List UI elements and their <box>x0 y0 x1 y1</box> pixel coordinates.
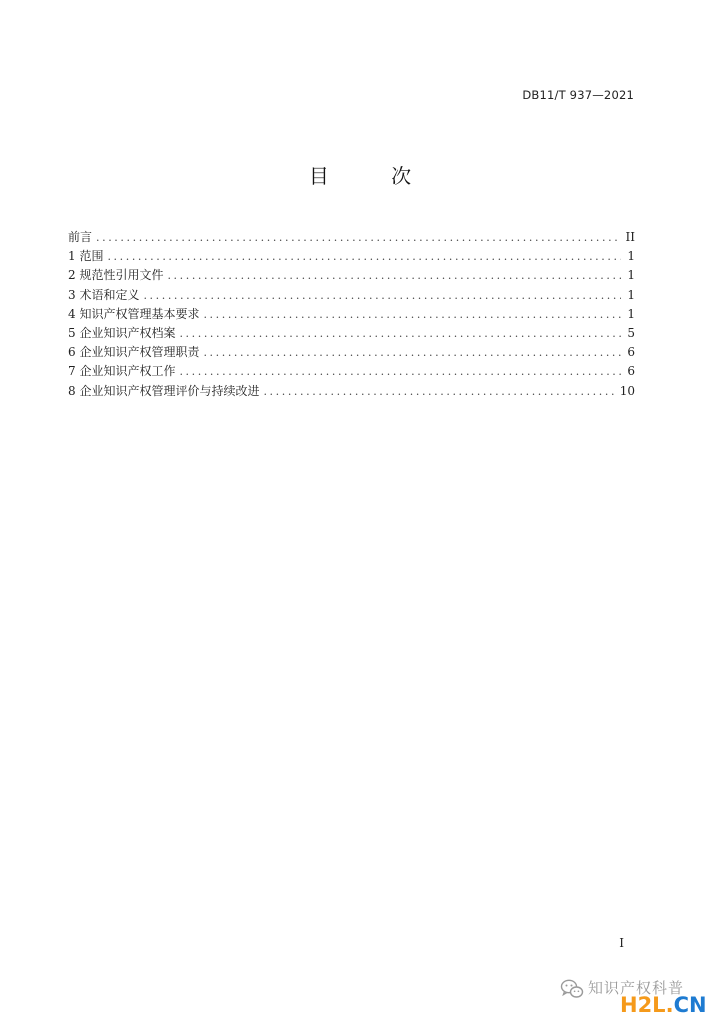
toc-leader-dots <box>96 228 621 247</box>
toc-entry-page: 6 <box>627 364 635 379</box>
logo-suffix: CN <box>673 993 707 1017</box>
toc-entry-foreword[interactable] <box>68 228 635 247</box>
toc-entry-page: 5 <box>627 325 635 340</box>
toc-entry-management-duties[interactable] <box>68 343 635 362</box>
standard-code: DB11/T 937—2021 <box>522 88 634 102</box>
toc-leader-dots <box>263 382 615 401</box>
toc-entry-scope[interactable] <box>68 247 635 266</box>
toc-entry-label: 1 范围 <box>68 249 104 264</box>
toc-entry-ip-work[interactable] <box>68 362 635 381</box>
toc-leader-dots <box>179 324 621 343</box>
toc-entry-page: II <box>625 230 635 244</box>
toc-entry-page: 10 <box>619 383 635 398</box>
table-of-contents <box>68 228 635 401</box>
toc-entry-page: 6 <box>627 345 635 360</box>
toc-leader-dots <box>167 266 621 285</box>
toc-entry-ip-archives[interactable] <box>68 324 635 343</box>
toc-entry-label: 2 规范性引用文件 <box>68 268 164 283</box>
toc-entry-page: 1 <box>627 268 635 283</box>
logo-main: H2L <box>620 993 666 1017</box>
page-number: I <box>619 936 624 950</box>
toc-entry-label: 前言 <box>68 230 93 244</box>
toc-entry-page: 1 <box>627 287 635 302</box>
toc-leader-dots <box>143 286 621 305</box>
toc-entry-basic-requirements[interactable] <box>68 305 635 324</box>
toc-entry-evaluation-improvement[interactable] <box>68 382 635 401</box>
toc-entry-label: 6 企业知识产权管理职责 <box>68 345 200 360</box>
watermark <box>556 972 720 1019</box>
toc-leader-dots <box>203 343 621 362</box>
toc-leader-dots <box>203 305 621 324</box>
toc-title: 目 次 <box>308 164 440 188</box>
toc-entry-normative-references[interactable] <box>68 266 635 285</box>
wechat-icon <box>560 978 584 1000</box>
toc-leader-dots <box>107 247 621 266</box>
toc-entry-label: 4 知识产权管理基本要求 <box>68 306 200 321</box>
toc-entry-label: 3 术语和定义 <box>68 287 140 302</box>
toc-entry-label: 7 企业知识产权工作 <box>68 364 176 379</box>
toc-entry-label: 8 企业知识产权管理评价与持续改进 <box>68 383 260 398</box>
toc-entry-terms-definitions[interactable] <box>68 286 635 305</box>
toc-entry-label: 5 企业知识产权档案 <box>68 325 176 340</box>
site-logo <box>620 992 707 1018</box>
watermark-text: 知识产权科普 <box>588 979 685 997</box>
toc-entry-page: 1 <box>627 306 635 321</box>
logo-dot: . <box>665 993 674 1017</box>
toc-entry-page: 1 <box>627 249 635 264</box>
toc-leader-dots <box>179 362 621 381</box>
